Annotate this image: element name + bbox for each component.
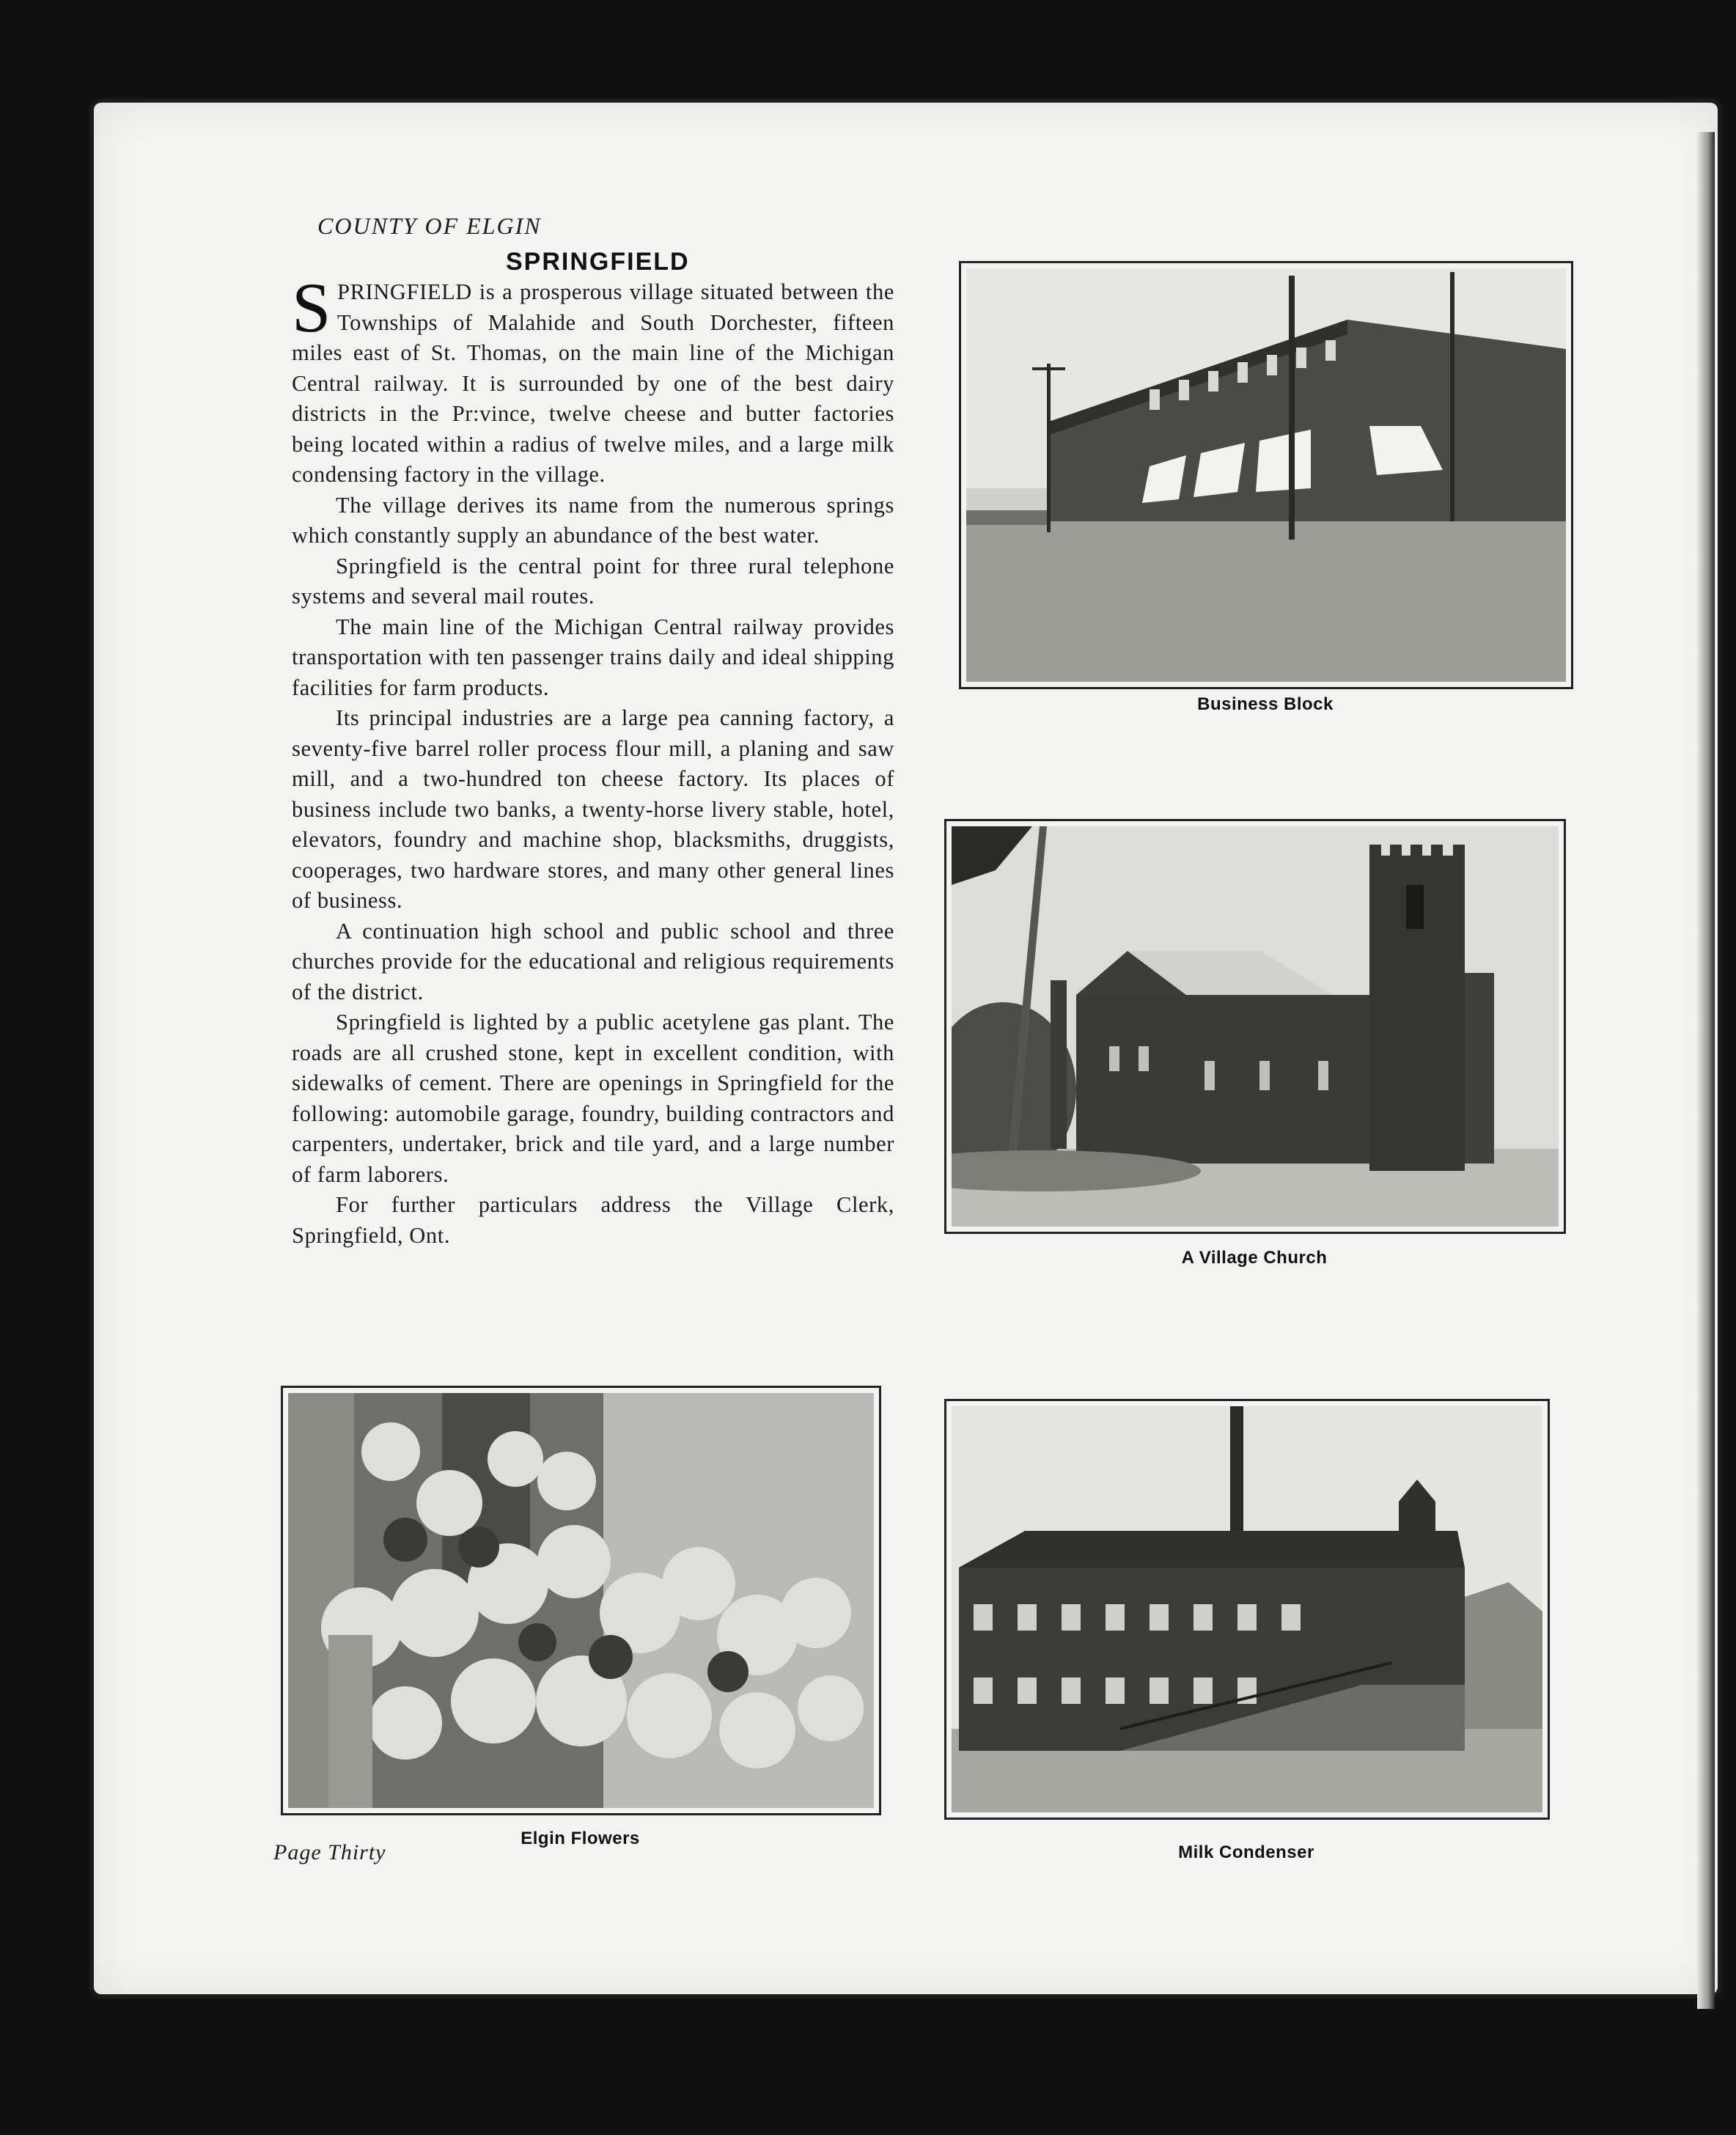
milk-condenser-image (952, 1406, 1542, 1812)
milk-condenser-photo (944, 1399, 1550, 1820)
book-spine (1697, 132, 1715, 2009)
elgin-flowers-image (288, 1393, 874, 1808)
drop-cap: S (292, 268, 331, 347)
article-paragraph: Springfield is lighted by a public acetylene gas plant. The roads are all crushed stone, kept in excellent condition, with sidewalks of cement. There are openings in Springfield for the following: automobile garage, foundry, building contractors and carpenters, undertaker, brick and tile yard, and a large number of farm laborers. (292, 1010, 894, 1187)
business-block-photo (959, 261, 1573, 689)
article-paragraph: Springfield is the central point for three rural telephone systems and several mail routes. (292, 553, 894, 609)
page-number: Page Thirty (273, 1840, 386, 1864)
article-paragraph: The village derives its name from the numerous springs which constantly supply an abundance of the best water. (292, 492, 894, 548)
section-header: COUNTY OF ELGIN (317, 213, 542, 239)
article-body (292, 268, 894, 1251)
article-paragraph: Its principal industries are a large pea canning factory, a seventy-five barrel roller process flour mill, a planing and saw mill, and a two-hundred ton cheese factory. Its places of business include two banks, a twenty-horse livery stable, hotel, elevators, foundry and machine shop, blacksmiths, druggists, cooperages, two hardware stores, and many other general lines of business. (292, 705, 894, 913)
village-church-caption: A Village Church (1181, 1248, 1328, 1268)
business-block-image (966, 268, 1566, 682)
first-paragraph-text: PRINGFIELD is a prosperous village situated between the Townships of Malahide and South Dorchester, fifteen miles east of St. Thomas, on the main line of the Michigan Central railway. It is surrounded by one of the best dairy districts in the Pr:vince, twelve cheese and butter factories being located within a radius of twelve miles, and a large milk condensing factory in the village. (292, 279, 894, 487)
business-block-caption: Business Block (1197, 694, 1334, 714)
article-paragraph: The main line of the Michigan Central railway provides transportation with ten passenger trains daily and ideal shipping facilities for farm products. (292, 614, 894, 700)
village-church-photo (944, 819, 1566, 1234)
article-paragraph: A continuation high school and public school and three churches provide for the educational and religious requirements of the district. (292, 918, 894, 1004)
article-paragraph: For further particulars address the Village Clerk, Springfield, Ont. (292, 1192, 894, 1248)
milk-condenser-caption: Milk Condenser (1178, 1842, 1314, 1862)
article-title: SPRINGFIELD (506, 248, 690, 276)
village-church-image (952, 826, 1559, 1227)
article-paragraph (292, 268, 894, 490)
elgin-flowers-caption: Elgin Flowers (521, 1829, 640, 1848)
elgin-flowers-photo (281, 1386, 881, 1815)
